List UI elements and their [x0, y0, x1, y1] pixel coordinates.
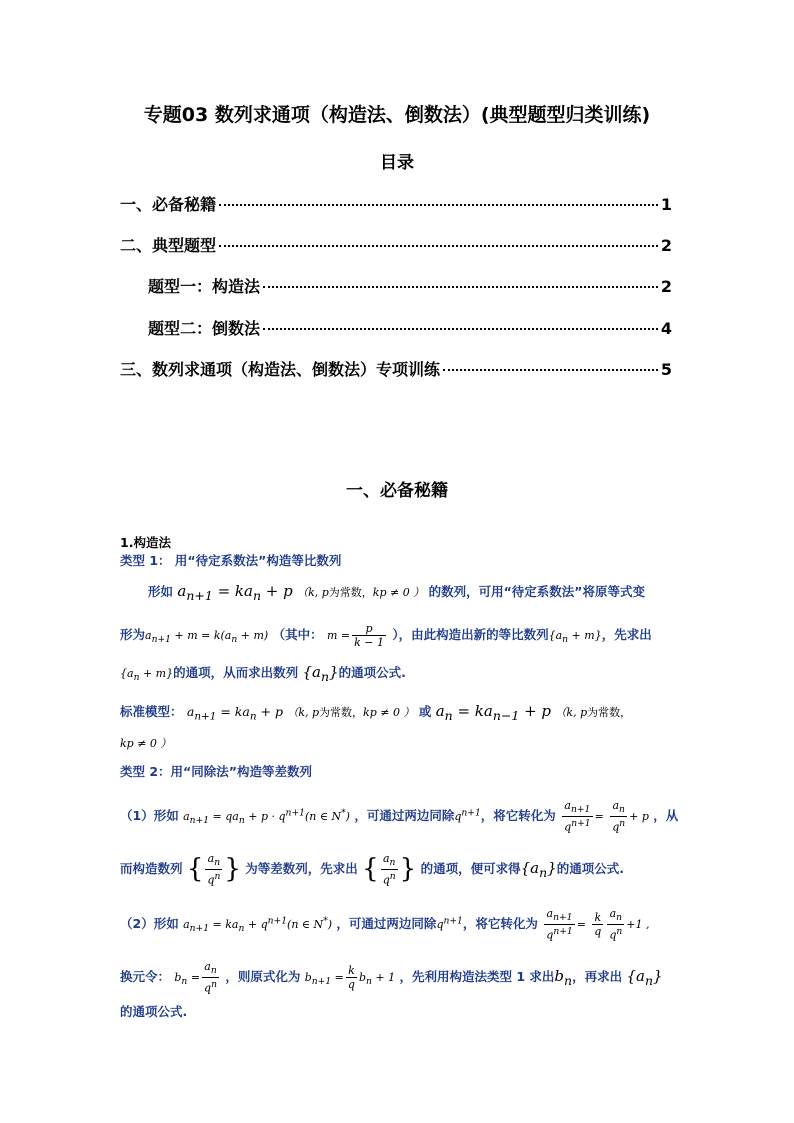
fraction: $\frac{a_n}{q^n}$: [207, 852, 221, 887]
toc-label: 一、必备秘籍: [120, 195, 217, 214]
toc-heading: 目录: [380, 153, 414, 173]
formula: $\{a_n + m\}$: [120, 667, 174, 684]
toc-label: 题型一：构造法: [148, 277, 261, 296]
toc-entry-3[interactable]: [148, 274, 672, 297]
paragraph-line: 形如 $a_{n+1} = ka_n + p$ （k, p为常数，kp ≠ 0 ） 的数列，可用“待定系数法”将原等式变: [148, 582, 646, 603]
formula: $b_n$: [554, 966, 573, 988]
toc-page: 1: [660, 195, 672, 214]
paragraph-line: （2）形如 $a_{n+1} = ka_n + q^{n+1}(n$ ∈ N*) ，可通过两边同除$q^{n+1}$，将它转化为 $\frac{a_{n+1}}{q^{n+1}}$ = $\frac{k}{q}$ $\frac{a_n}{q^n}$ +1 ,: [120, 907, 650, 942]
toc-page: 2: [660, 236, 672, 255]
toc-entry-5[interactable]: [120, 357, 672, 380]
formula: $\{a_n + m\}$: [548, 629, 602, 646]
paragraph-line: 而构造数列 { $\frac{a_n}{q^n}$ } 为等差数列，先求出 { $\frac{a_n}{q^n}$ } 的通项，便可求得$\{a_n\}$的通项公式.: [120, 852, 624, 887]
fraction: $\frac{p}{k - 1}$: [354, 622, 384, 649]
formula: $a_{n+1} = ka_n + q^{n+1}(n$ ∈ N*): [183, 915, 333, 935]
paragraph-line: $\{a_n + m\}$的通项，从而求出数列 $\{a_n\}$的通项公式.: [120, 663, 406, 684]
formula: $b_{n+1}$ =: [304, 970, 344, 988]
formula: $b_n$ =: [174, 970, 201, 988]
paragraph-line: kp ≠ 0 ）: [120, 737, 172, 750]
subsection-heading: 1.构造法: [120, 535, 171, 550]
formula: $a_{n+1} + m = k(a_n + m)$: [145, 629, 269, 646]
paragraph-line: 的通项公式.: [120, 1004, 188, 1019]
fraction: $\frac{k}{q}$: [347, 963, 355, 991]
fraction: $\frac{a_{n+1}}{q^{n+1}}$: [564, 799, 591, 834]
formula: $a_{n+1} = qa_n + p \cdot q^{n+1}(n$ ∈ N*): [183, 807, 350, 827]
formula: $a_{n+1} = ka_n + p$: [177, 582, 293, 603]
document-title: 专题03 数列求通项（构造法、倒数法）(典型题型归类训练): [143, 104, 651, 126]
formula: $\{a_n\}$: [302, 663, 339, 684]
formula: $\{a_n\}$: [520, 858, 557, 880]
toc-page: 5: [660, 360, 672, 379]
toc-label: 三、数列求通项（构造法、倒数法）专项训练: [120, 360, 441, 379]
toc-label: 二、典型题型: [120, 236, 217, 255]
fraction: $\frac{a_n}{q^n}$: [612, 799, 626, 834]
toc-entry-2[interactable]: [120, 233, 672, 256]
paragraph-line: 标准模型： $a_{n+1} = ka_n + p$ （k, p为常数，kp ≠ 0 ） 或 $a_n = ka_{n-1} + p$ （k, p为常数，: [120, 702, 632, 723]
formula: $a_n = ka_{n-1} + p$: [435, 702, 552, 723]
formula: $q^{n+1}$: [454, 807, 481, 823]
toc-page: 2: [660, 277, 672, 296]
fraction: $\frac{a_n}{q^n}$: [609, 907, 623, 942]
fraction: $\frac{a_{n+1}}{q^{n+1}}$: [546, 907, 573, 942]
type-2-heading: 类型 2：用“同除法”构造等差数列: [120, 764, 312, 779]
toc-label: 题型二：倒数法: [148, 319, 261, 338]
paragraph-line: （1）形如 $a_{n+1} = qa_n + p \cdot q^{n+1}(n$ ∈ N*) ，可通过两边同除$q^{n+1}$，将它转化为 $\frac{a_{n+1}}{q^{n+1}}$ = $\frac{a_n}{q^n}$ + p ，从: [120, 799, 679, 834]
fraction: $\frac{k}{q}$: [594, 910, 602, 938]
fraction: $\frac{a_n}{q^n}$: [204, 960, 217, 995]
toc-entry-4[interactable]: [148, 316, 672, 339]
formula: m =: [326, 629, 351, 642]
toc-leader: [219, 204, 658, 206]
section-title: 一、必备秘籍: [346, 481, 448, 501]
toc-page: 4: [660, 319, 672, 338]
paragraph-line: 形为$a_{n+1} + m = k(a_n + m)$ （其中： m = $\frac{p}{k - 1}$ ），由此构造出新的等比数列$\{a_n + m\}$，先求出: [120, 622, 652, 649]
paragraph-line: 换元令： $b_n$ = $\frac{a_n}{q^n}$ ，则原式化为 $b_{n+1}$ = $\frac{k}{q}$ $b_n + 1$ ，先利用构造法类型 1 求出$b_n$，再求出 $\{a_n\}$: [120, 960, 663, 995]
formula: $a_{n+1} = ka_n + p$: [186, 704, 283, 723]
type-1-heading: 类型 1： 用“待定系数法”构造等比数列: [120, 553, 342, 568]
formula: $\{a_n\}$: [626, 966, 663, 988]
toc-leader: [443, 369, 658, 371]
formula: $q^{n+1}$: [436, 915, 463, 931]
toc-leader: [219, 245, 658, 247]
toc-leader: [263, 286, 658, 288]
toc-entry-1[interactable]: [120, 192, 672, 215]
fraction: $\frac{a_n}{q^n}$: [382, 852, 396, 887]
toc-leader: [263, 328, 658, 330]
